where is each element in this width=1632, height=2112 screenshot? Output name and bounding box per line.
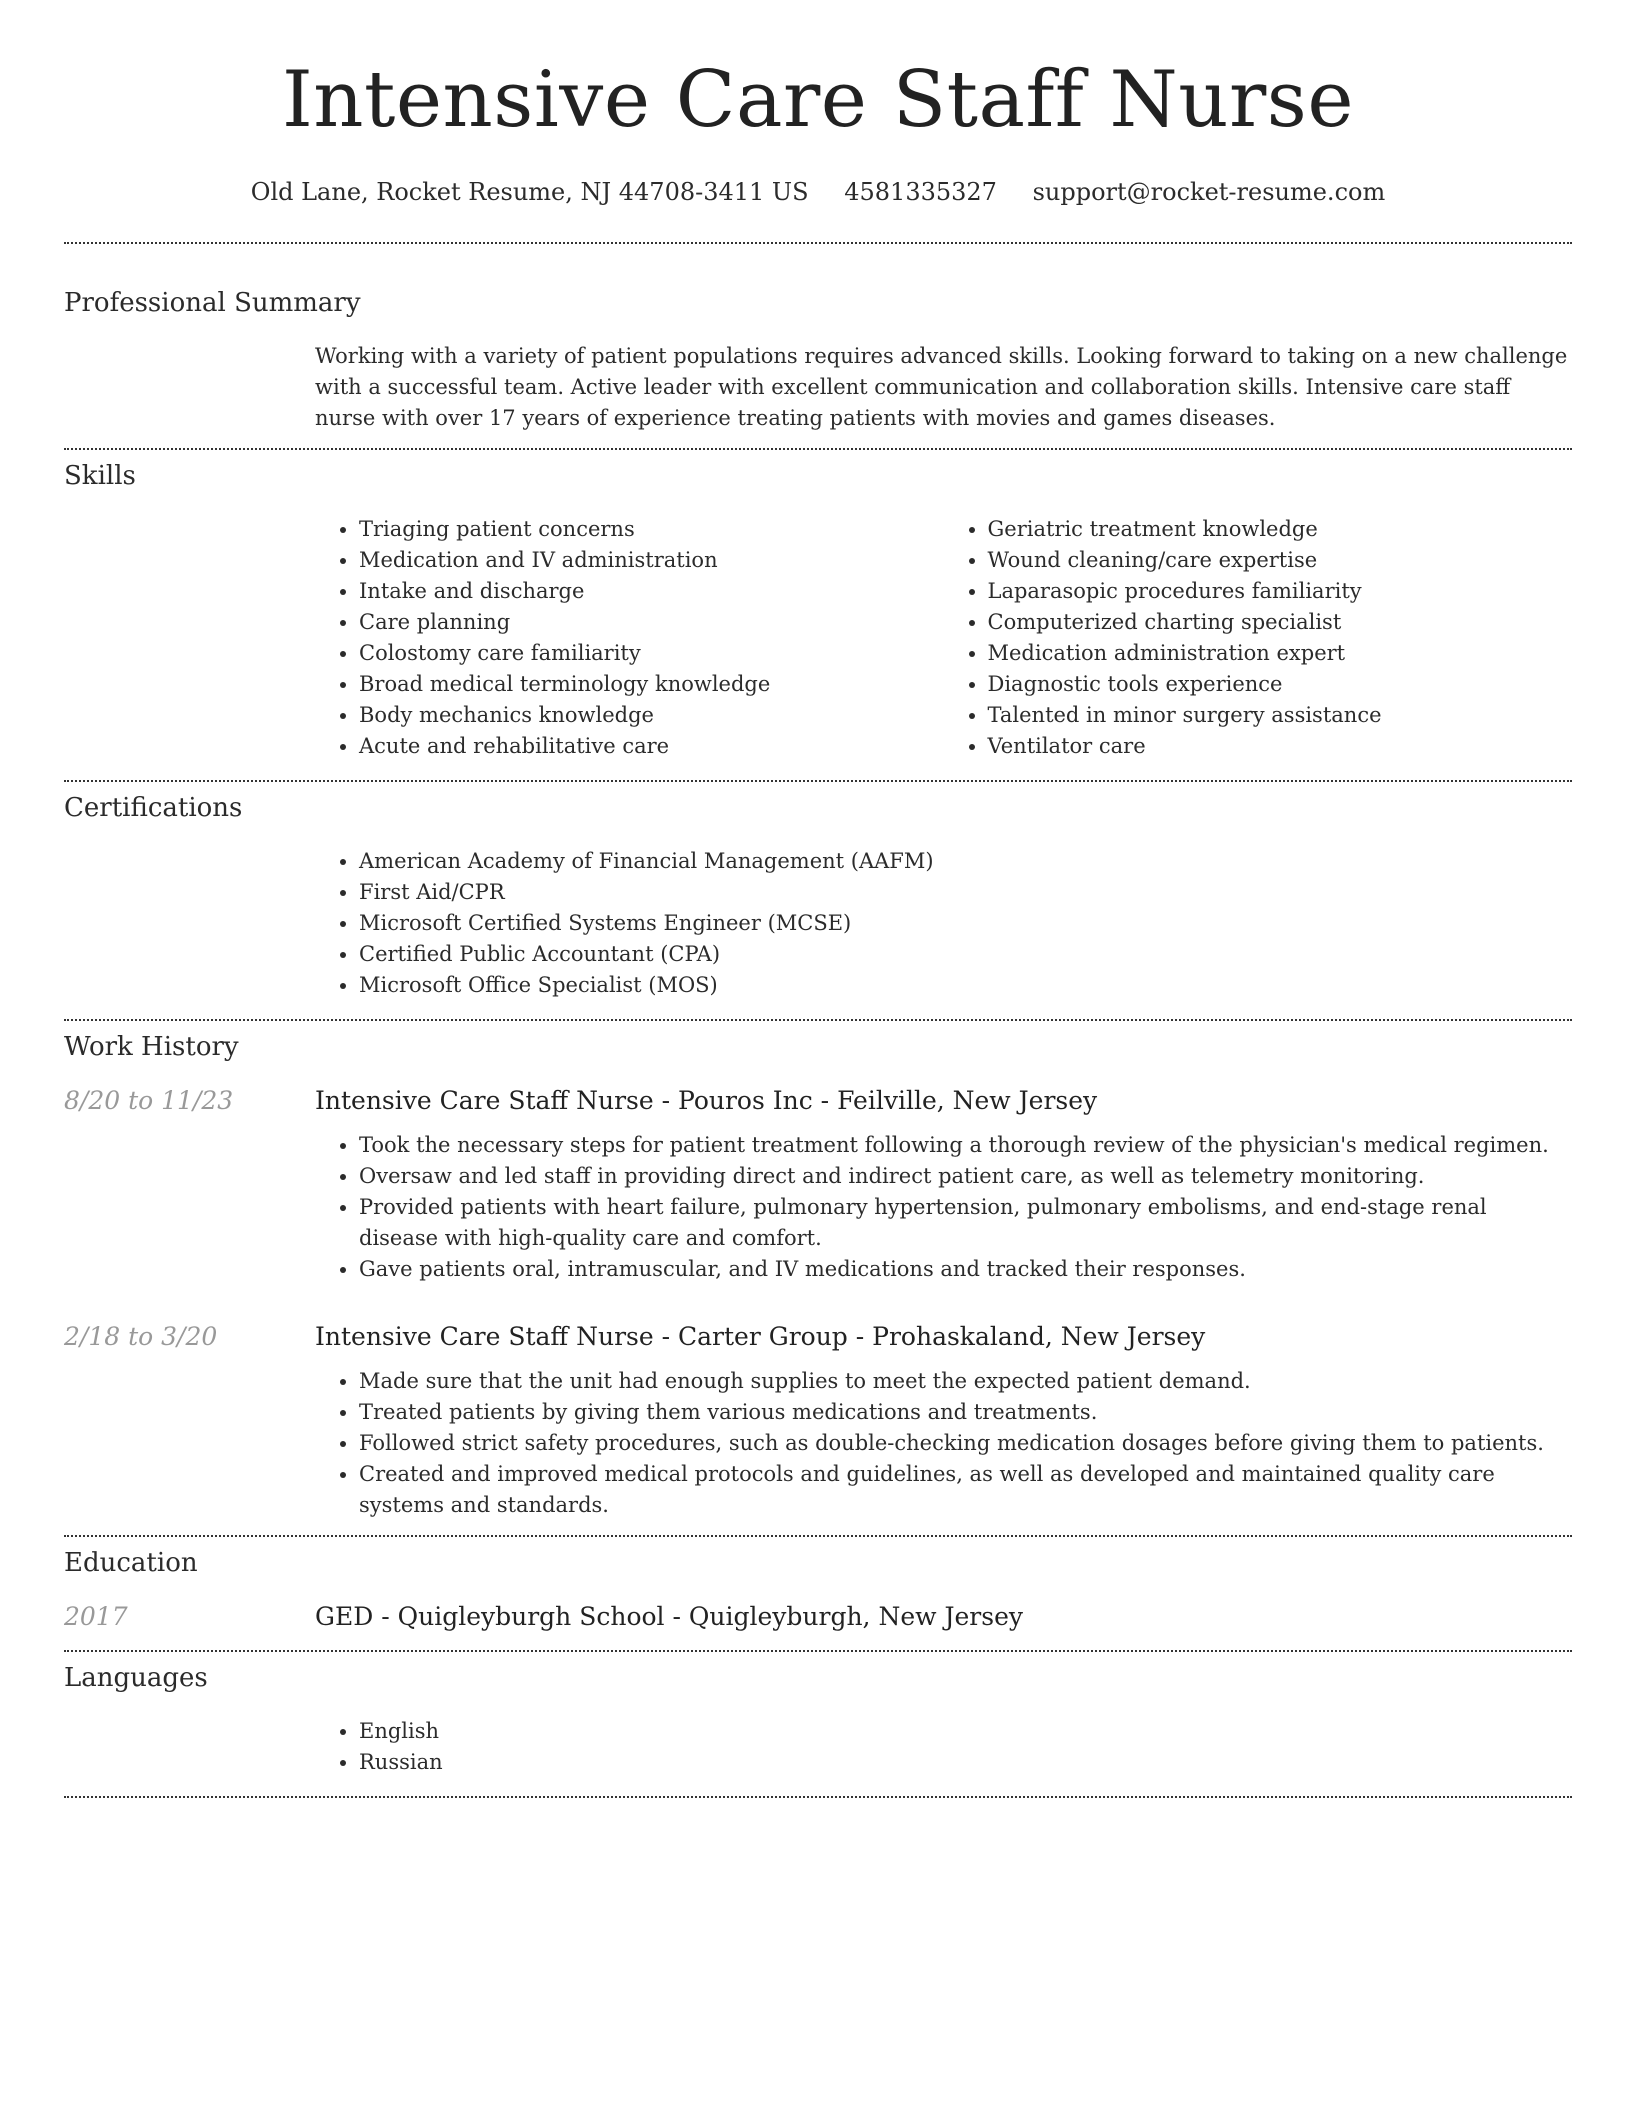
skill-item: • Medication administration expert [988,638,1573,669]
candidate-name: Intensive Care Staff Nurse [282,55,1354,145]
duty-item: • Oversaw and led staff in providing direct and indirect patient care, as well as telemetry monitoring. [359,1161,1572,1192]
job-header [64,1320,1572,1354]
job-dates: 2/18 to 3/20 [64,1322,218,1351]
certifications-list [315,846,1572,1001]
skill-item: • Intake and discharge [359,576,944,607]
skill-item: • Wound cleaning/care expertise [988,545,1573,576]
job-dates: 8/20 to 11/23 [64,1086,234,1115]
education-year: 2017 [64,1602,128,1631]
languages-content [315,1716,1572,1778]
section-title-skills: Skills [64,461,136,491]
certifications-content [315,846,1572,1001]
skills-columns [315,514,1572,762]
job-entry [64,1320,1572,1521]
skill-item: • Colostomy care familiarity [359,638,944,669]
duty-item: • Created and improved medical protocols and guidelines, as well as developed and maintained quality care systems and standards. [359,1459,1572,1521]
job-title: Intensive Care Staff Nurse - Pouros Inc - Feilville, New Jersey [315,1086,1098,1115]
job-duties-list [315,1130,1572,1285]
skills-list-right [944,514,1573,762]
skills-section [64,450,1572,780]
resume-page [64,0,1572,1798]
duty-item: • Followed strict safety procedures, such as double-checking medication dosages before giving them to patients. [359,1428,1572,1459]
duty-item: • Made sure that the unit had enough supplies to meet the expected patient demand. [359,1366,1572,1397]
section-title-languages: Languages [64,1663,208,1693]
contact-line [64,176,1572,208]
section-title-education: Education [64,1548,198,1578]
summary-text: Working with a variety of patient populations requires advanced skills. Looking forward to taking on a new challenge with a successful team. Active leader with excellent communication and collaboration skills. Intensive care staff nurse with over 17 years of experience treating patients with movies and games diseases. [315,344,1568,430]
resume-header [64,0,1572,208]
language-item: • Russian [359,1747,1572,1778]
skill-item: • Triaging patient concerns [359,514,944,545]
skills-list-left [315,514,944,762]
skill-item: • Ventilator care [988,731,1573,762]
section-title-certifications: Certifications [64,793,243,823]
job-duties [315,1130,1572,1285]
contact-address: Old Lane, Rocket Resume, NJ 44708-3411 US [250,178,809,206]
skill-item: • Geriatric treatment knowledge [988,514,1573,545]
skill-item: • Talented in minor surgery assistance [988,700,1573,731]
summary-section [64,244,1572,448]
skill-item: • Care planning [359,607,944,638]
certification-item: • Microsoft Office Specialist (MOS) [359,970,1572,1001]
duty-item: • Treated patients by giving them various medications and treatments. [359,1397,1572,1428]
skill-item: • Diagnostic tools experience [988,669,1573,700]
languages-list [315,1716,1572,1778]
work-history-section [64,1021,1572,1535]
certifications-section [64,782,1572,1019]
job-entry [64,1084,1572,1285]
language-item: • English [359,1716,1572,1747]
job-duties [315,1366,1572,1521]
duty-item: • Provided patients with heart failure, pulmonary hypertension, pulmonary embolisms, and end-stage renal disease with high-quality care and comfort. [359,1192,1572,1254]
section-title-summary: Professional Summary [64,288,361,318]
job-duties-list [315,1366,1572,1521]
skill-item: • Computerized charting specialist [988,607,1573,638]
skill-item: • Acute and rehabilitative care [359,731,944,762]
education-degree: GED - Quigleyburgh School - Quigleyburgh, New Jersey [315,1602,1023,1631]
education-entry [64,1600,1572,1634]
section-title-work-history: Work History [64,1032,239,1062]
contact-email: support@rocket-resume.com [1032,178,1386,206]
duty-item: • Gave patients oral, intramuscular, and IV medications and tracked their responses. [359,1254,1572,1285]
skill-item: • Medication and IV administration [359,545,944,576]
job-header [64,1084,1572,1118]
skill-item: • Body mechanics knowledge [359,700,944,731]
certification-item: • Certified Public Accountant (CPA) [359,939,1572,970]
job-title: Intensive Care Staff Nurse - Carter Group - Prohaskaland, New Jersey [315,1322,1206,1351]
languages-section [64,1652,1572,1796]
skill-item: • Laparasopic procedures familiarity [988,576,1573,607]
certification-item: • First Aid/CPR [359,877,1572,908]
education-section [64,1537,1572,1650]
certification-item: • American Academy of Financial Management (AAFM) [359,846,1572,877]
skill-item: • Broad medical terminology knowledge [359,669,944,700]
divider [64,1796,1572,1798]
certification-item: • Microsoft Certified Systems Engineer (MCSE) [359,908,1572,939]
duty-item: • Took the necessary steps for patient treatment following a thorough review of the physician's medical regimen. [359,1130,1572,1161]
contact-phone: 4581335327 [844,178,997,206]
